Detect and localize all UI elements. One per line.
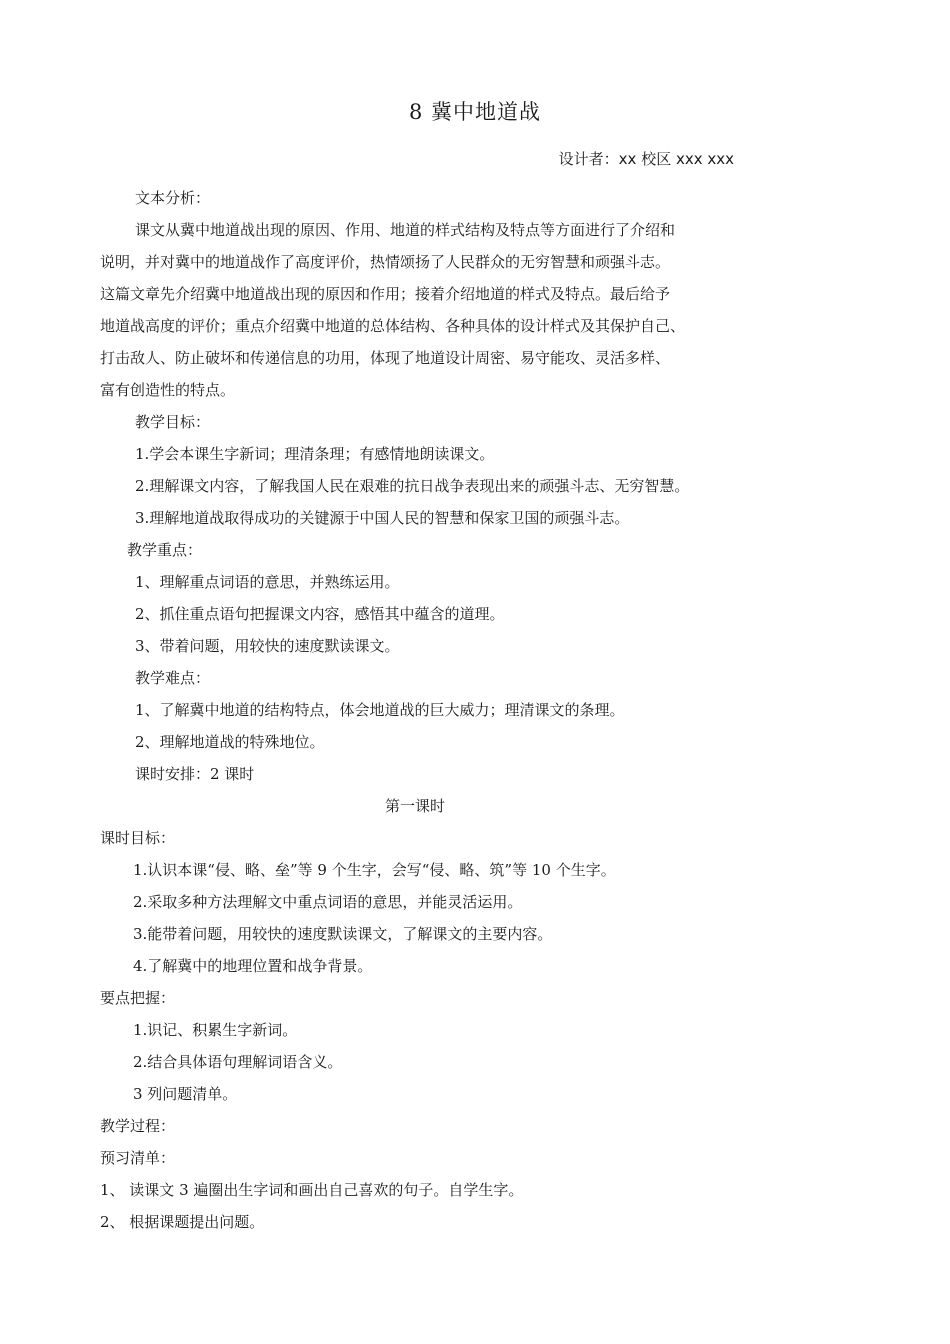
key-point-item: 2、抓住重点语句把握课文内容，感悟其中蕴含的道理。	[135, 605, 505, 623]
lesson-heading: 第一课时	[384, 797, 445, 815]
analysis-line: 打击敌人、防止破坏和传递信息的功用，体现了地道设计周密、易守能攻、灵活多样、	[100, 349, 671, 367]
essential-item: 2.结合具体语句理解词语含义。	[133, 1053, 343, 1071]
key-points-heading: 教学重点：	[127, 541, 203, 559]
goal-item: 2.理解课文内容，了解我国人民在艰难的抗日战争表现出来的顽强斗志、无穷智慧。	[135, 477, 690, 495]
lesson-goal-item: 3.能带着问题，用较快的速度默读课文，了解课文的主要内容。	[133, 925, 553, 943]
preview-item: 2、 根据课题提出问题。	[100, 1213, 265, 1231]
page-title: 8 冀中地道战	[408, 100, 542, 124]
analysis-line: 说明，并对冀中的地道战作了高度评价，热情颂扬了人民群众的无穷智慧和顽强斗志。	[100, 253, 671, 271]
analysis-heading: 文本分析：	[135, 189, 211, 207]
analysis-line: 地道战高度的评价；重点介绍冀中地道的总体结构、各种具体的设计样式及其保护自己、	[100, 317, 686, 335]
key-point-item: 3、带着问题，用较快的速度默读课文。	[135, 637, 400, 655]
preview-heading: 预习清单：	[100, 1149, 176, 1167]
goals-heading: 教学目标：	[135, 413, 211, 431]
schedule-line: 课时安排：2 课时	[135, 765, 255, 783]
key-point-item: 1、理解重点词语的意思，并熟练运用。	[135, 573, 400, 591]
essentials-heading: 要点把握：	[100, 989, 176, 1007]
analysis-line: 课文从冀中地道战出现的原因、作用、地道的样式结构及特点等方面进行了介绍和	[135, 221, 676, 239]
preview-item: 1、 读课文 3 遍圈出生字词和画出自己喜欢的句子。自学生字。	[100, 1181, 524, 1199]
lesson-goal-item: 2.采取多种方法理解文中重点词语的意思，并能灵活运用。	[133, 893, 523, 911]
difficulty-item: 2、理解地道战的特殊地位。	[135, 733, 325, 751]
difficulties-heading: 教学难点：	[135, 669, 211, 687]
goal-item: 1.学会本课生字新词；理清条理；有感情地朗读课文。	[135, 445, 495, 463]
lesson-goal-item: 4.了解冀中的地理位置和战争背景。	[133, 957, 373, 975]
essential-item: 3 列问题清单。	[133, 1085, 238, 1103]
difficulty-item: 1、了解冀中地道的结构特点，体会地道战的巨大威力；理清课文的条理。	[135, 701, 625, 719]
lesson-goal-item: 1.认识本课“侵、略、垒”等 9 个生字，会写“侵、略、筑”等 10 个生字。	[133, 861, 616, 879]
analysis-line: 富有创造性的特点。	[100, 381, 236, 399]
essential-item: 1.识记、积累生字新词。	[133, 1021, 298, 1039]
goal-item: 3.理解地道战取得成功的关键源于中国人民的智慧和保家卫国的顽强斗志。	[135, 509, 630, 527]
analysis-line: 这篇文章先介绍冀中地道战出现的原因和作用；接着介绍地道的样式及特点。最后给予	[100, 285, 671, 303]
process-heading: 教学过程：	[100, 1117, 176, 1135]
lesson-goals-heading: 课时目标：	[100, 829, 176, 847]
designer-line: 设计者：xx 校区 xxx xxx	[558, 150, 734, 168]
